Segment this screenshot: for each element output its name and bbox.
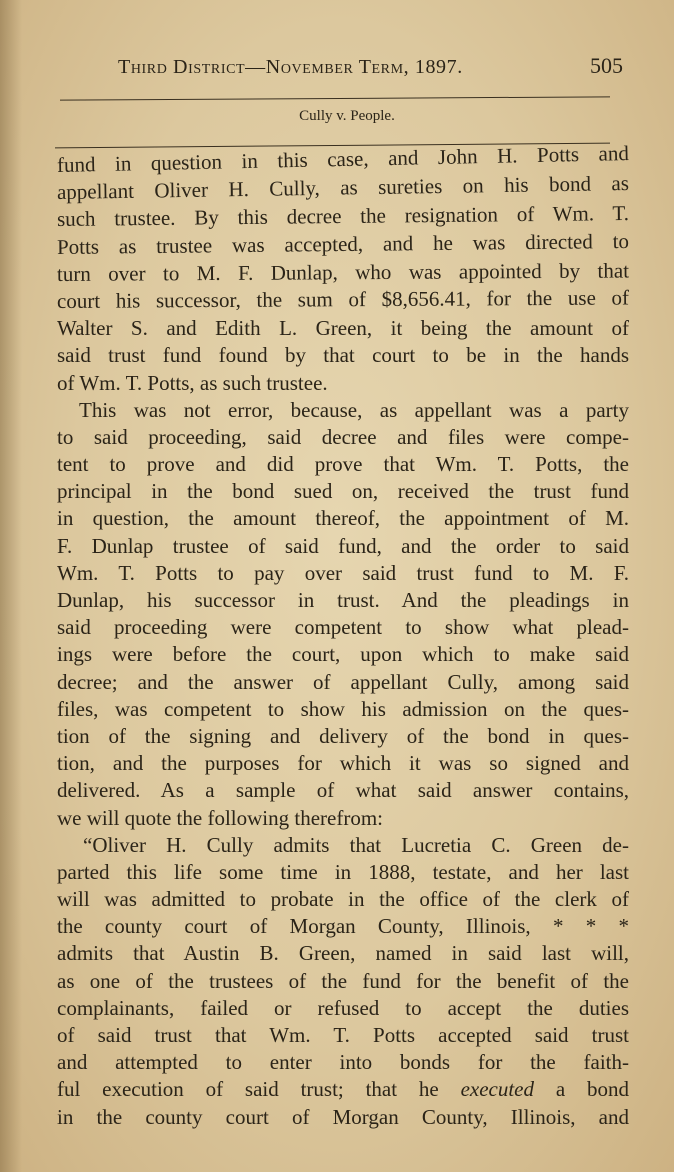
text-line: delivered. As a sample of what said answer contains, xyxy=(57,778,629,803)
text-line: ings were before the court, upon which to make said xyxy=(57,642,629,667)
text-line: as one of the trustees of the fund for the benefit of the xyxy=(57,968,629,993)
text-line: we will quote the following therefrom: xyxy=(57,805,384,830)
text-line: of Wm. T. Potts, as such trustee. xyxy=(57,370,328,395)
text-line: complainants, failed or refused to accept the duties xyxy=(57,995,629,1020)
text-line: tion of the signing and delivery of the bond in ques- xyxy=(57,723,629,748)
text-line: parted this life some time in 1888, testate, and her last xyxy=(57,859,629,884)
text-line: tent to prove and did prove that Wm. T. Potts, the xyxy=(57,452,629,477)
text-line-with-italic xyxy=(57,1076,629,1103)
text-line: F. Dunlap trustee of said fund, and the order to said xyxy=(57,533,629,558)
text-line: appellant Oliver H. Cully, as sureties on his bond as xyxy=(56,171,630,205)
header-rule-top xyxy=(60,96,610,100)
text-line: turn over to M. F. Dunlap, who was appointed by that xyxy=(56,258,630,286)
text-line: Potts as trustee was accepted, and he was directed to xyxy=(56,228,630,259)
italic-word: executed xyxy=(460,1077,535,1102)
text-line: and attempted to enter into bonds for the faith- xyxy=(57,1050,629,1075)
page-gutter-shadow xyxy=(0,0,22,1172)
text-segment: a bond xyxy=(534,1077,629,1102)
text-line: tion, and the purposes for which it was so signed and xyxy=(57,751,629,776)
text-line: This was not error, because, as appellant was a party xyxy=(79,397,629,422)
running-head: Third District—November Term, 1897. xyxy=(118,56,463,78)
text-segment: ful execution of said trust; that he xyxy=(57,1077,461,1102)
text-line: Wm. T. Potts to pay over said trust fund to M. F. xyxy=(57,560,629,585)
text-line: files, was competent to show his admission on the ques- xyxy=(57,696,629,721)
text-line: “Oliver H. Cully admits that Lucretia C. Green de- xyxy=(83,832,629,857)
text-line: the county court of Morgan County, Illinois, * * * xyxy=(57,914,629,939)
page-header xyxy=(118,53,623,86)
text-line: Dunlap, his successor in trust. And the pleadings in xyxy=(57,588,629,612)
page-number: 505 xyxy=(590,53,623,78)
text-line: said proceeding were competent to show what plead- xyxy=(57,615,629,640)
text-line: will was admitted to probate in the office of the clerk of xyxy=(57,887,629,912)
text-line: in the county court of Morgan County, Illinois, and xyxy=(57,1104,629,1129)
text-line: principal in the bond sued on, received the trust fund xyxy=(57,479,629,504)
case-title: Cully v. People. xyxy=(299,108,395,124)
text-line: said trust fund found by that court to be in the hands xyxy=(57,343,629,368)
text-line: admits that Austin B. Green, named in said last will, xyxy=(57,941,629,966)
text-line: in question, the amount thereof, the appointment of M. xyxy=(57,506,629,531)
text-line: fund in question in this case, and John H. Potts and xyxy=(56,141,630,177)
text-line: decree; and the answer of appellant Cully, among said xyxy=(57,669,629,694)
text-line: Walter S. and Edith L. Green, it being the amount of xyxy=(57,316,629,341)
opinion-text xyxy=(56,141,630,1131)
text-line: such trustee. By this decree the resignation of Wm. T. xyxy=(56,201,630,232)
text-line: to said proceeding, said decree and files were compe- xyxy=(57,424,629,449)
text-line: of said trust that Wm. T. Potts accepted said trust xyxy=(57,1023,629,1047)
text-line: court his successor, the sum of $8,656.41, for the use of xyxy=(56,285,630,313)
